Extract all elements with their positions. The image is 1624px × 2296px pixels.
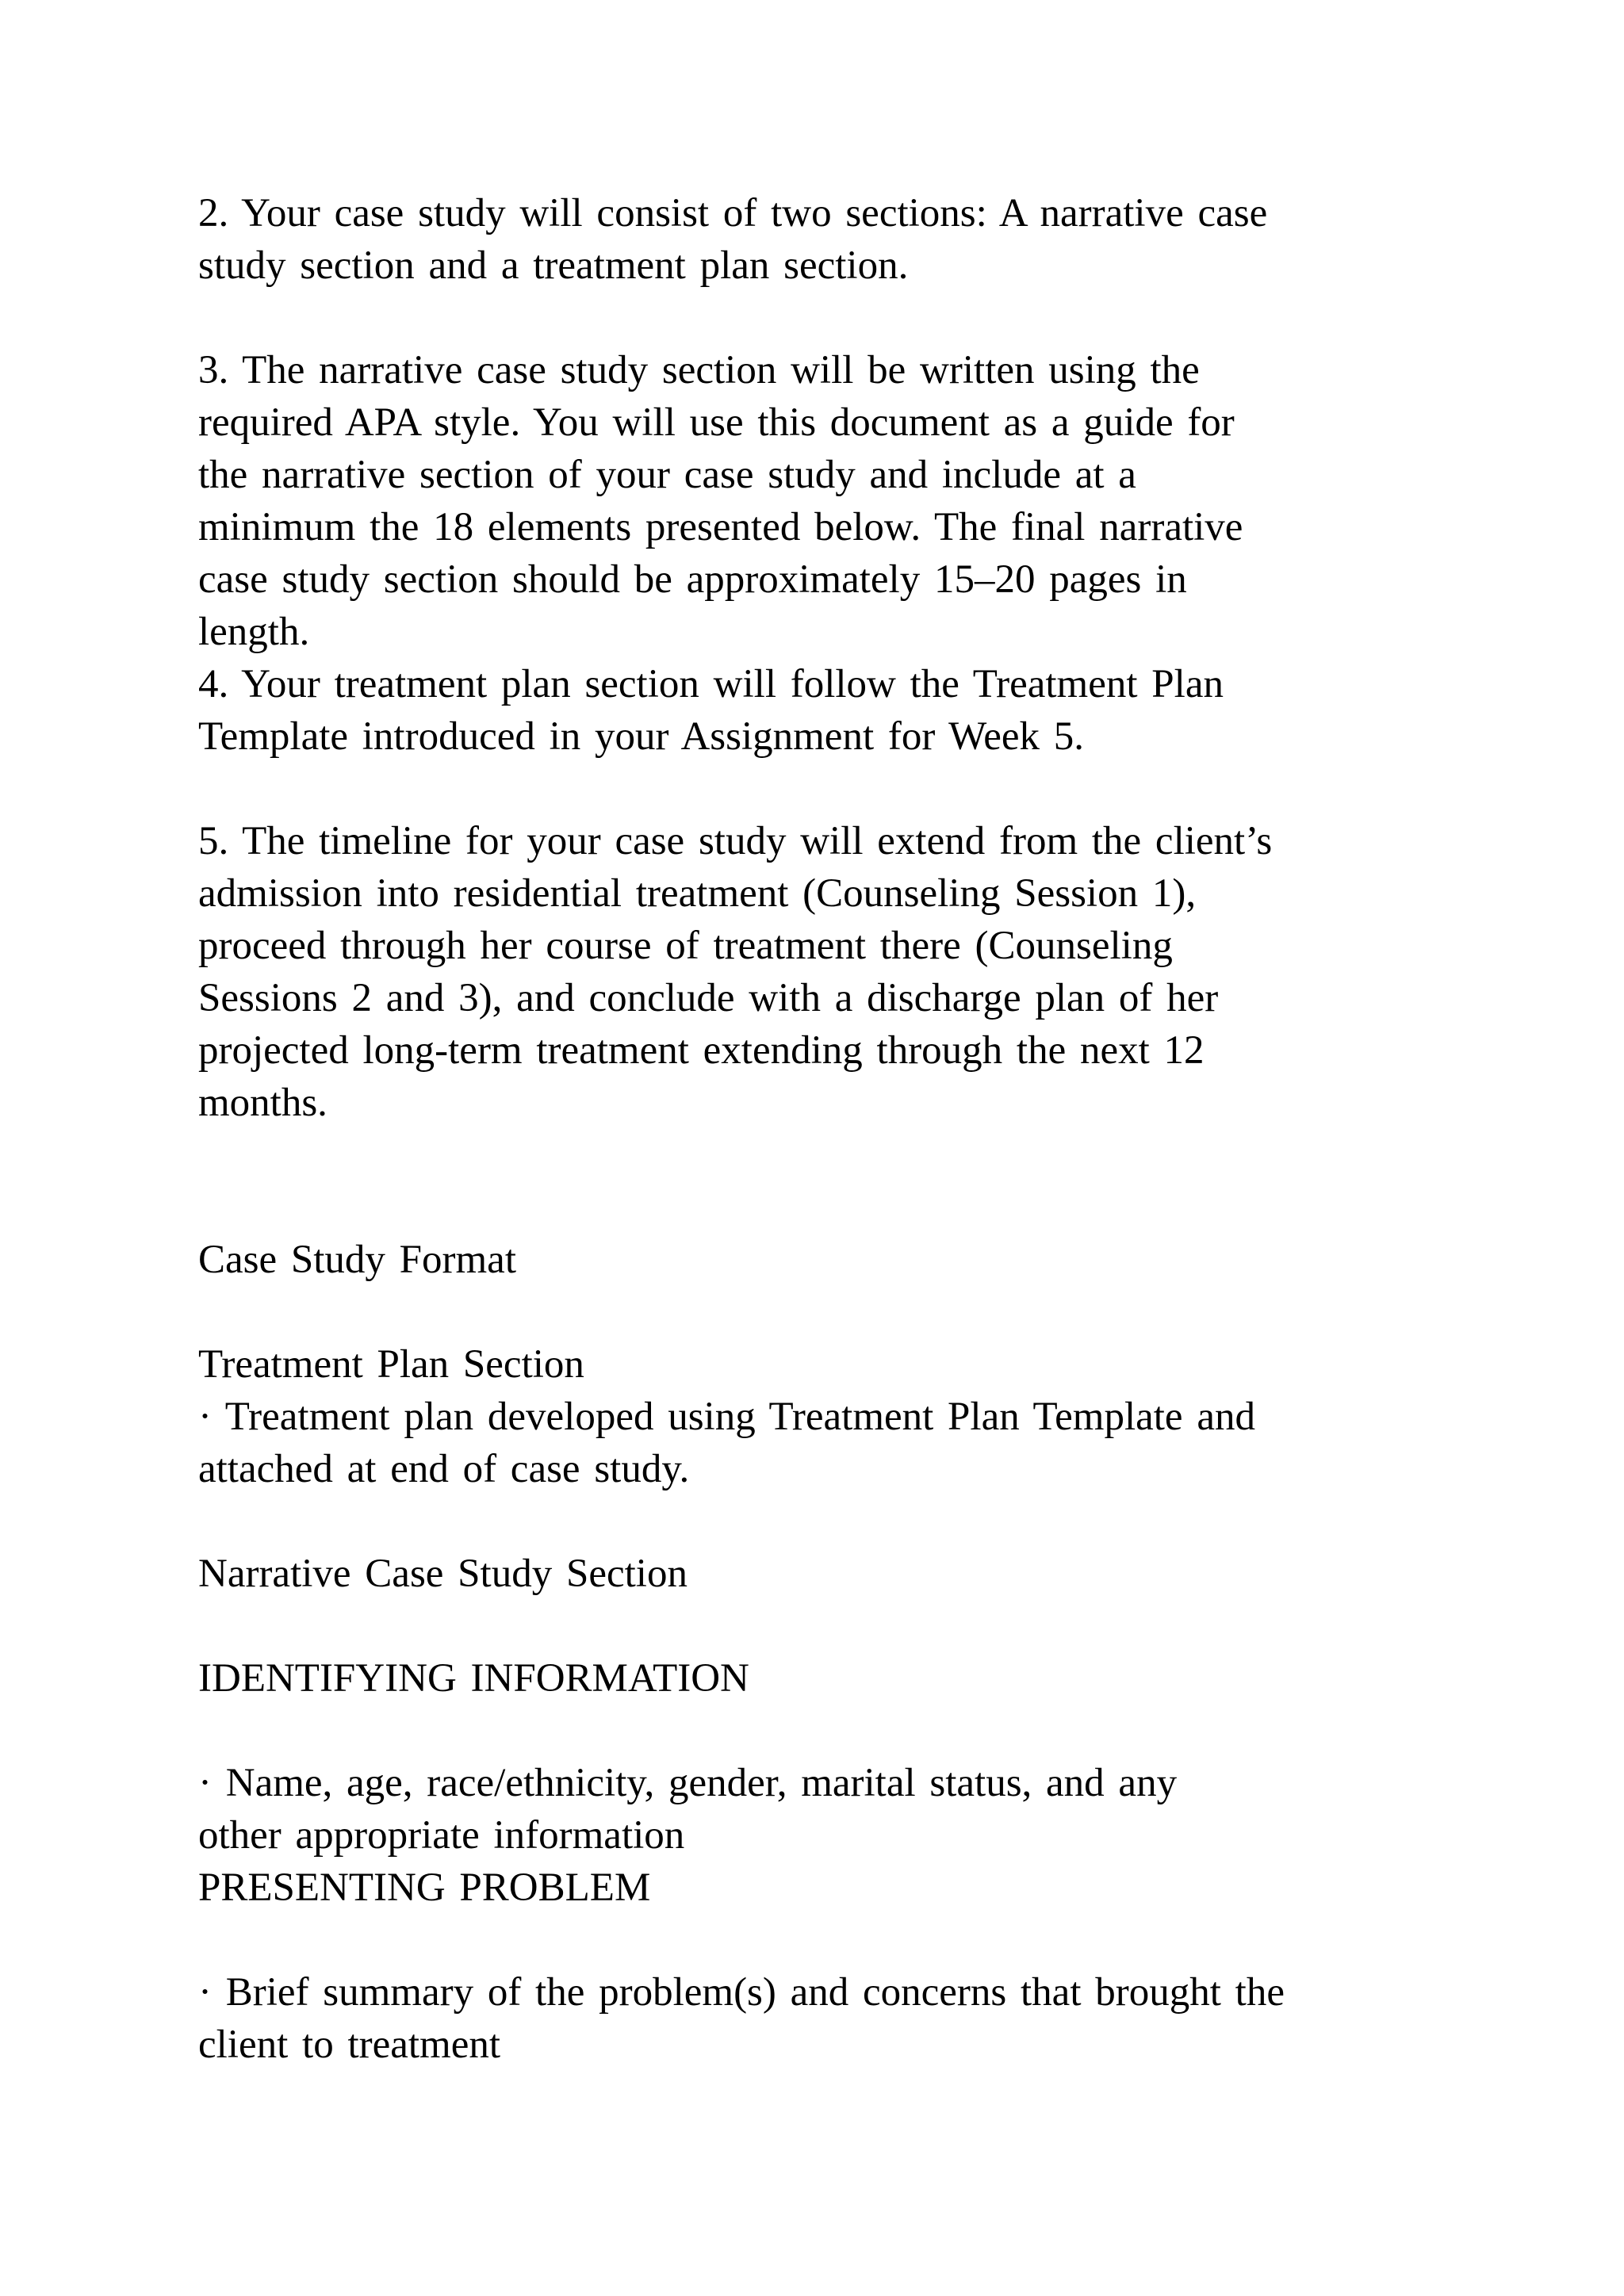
- paragraph-5: 5. The timeline for your case study will extend from the client’s admission into residential treatment (Counseling Session 1), proceed through her course of treatment there (Counseling Sessions 2 and 3), and conclude with a discharge plan of her projected long-term treatment extending through the next 12 months.: [198, 819, 1273, 1125]
- presenting-problem-heading: PRESENTING PROBLEM: [198, 1866, 651, 1910]
- document-body: [198, 187, 1451, 2071]
- presenting-problem-bullet: · Brief summary of the problem(s) and concerns that brought the client to treatment: [198, 1970, 1285, 2067]
- paragraph-4: 4. Your treatment plan section will follow the Treatment Plan Template introduced in your Assignment for Week 5.: [198, 662, 1224, 759]
- paragraph-3: 3. The narrative case study section will be written using the required APA style. You will use this document as a guide for the narrative section of your case study and include at a minimum the 18 elements presented below. The final narrative case study section should be approximately 15–20 pages in length.: [198, 348, 1243, 654]
- treatment-plan-bullet: · Treatment plan developed using Treatment Plan Template and attached at end of case study.: [198, 1395, 1255, 1491]
- identifying-information-bullet: · Name, age, race/ethnicity, gender, marital status, and any other appropriate information: [198, 1761, 1178, 1858]
- paragraph-2: 2. Your case study will consist of two sections: A narrative case study section and a treatment plan section.: [198, 191, 1268, 288]
- identifying-information-heading: IDENTIFYING INFORMATION: [198, 1656, 749, 1701]
- treatment-plan-section-heading: Treatment Plan Section: [198, 1342, 584, 1387]
- narrative-section-heading: Narrative Case Study Section: [198, 1552, 688, 1596]
- case-study-format-heading: Case Study Format: [198, 1238, 516, 1282]
